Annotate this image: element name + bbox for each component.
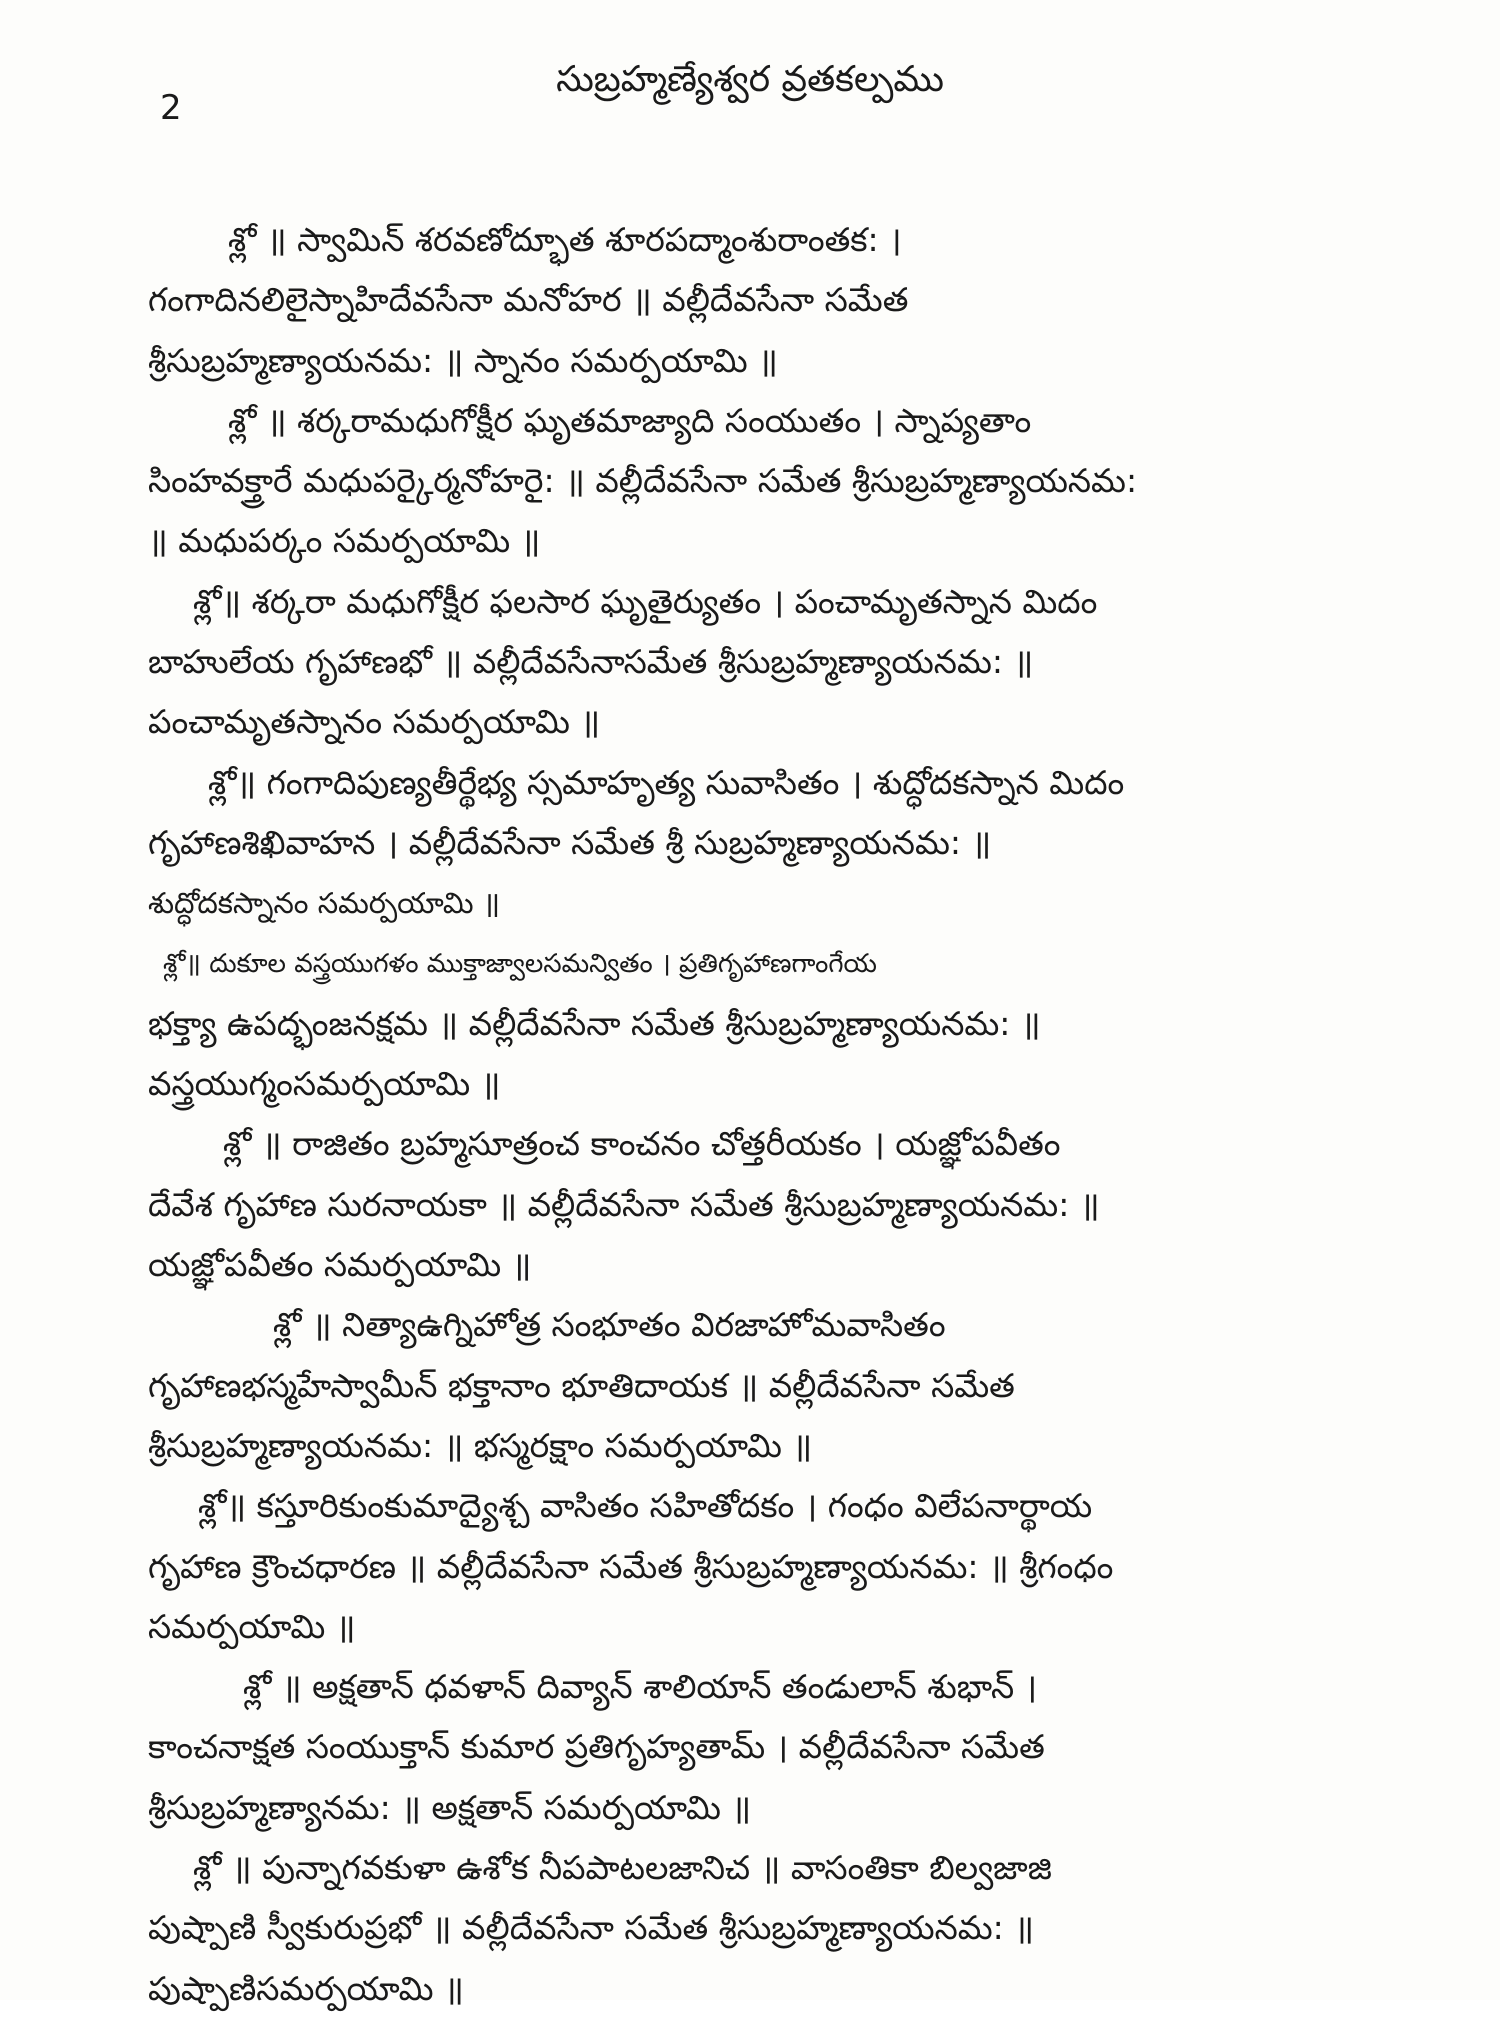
text-line: శ్లో ॥ పున్నాగవకుళా ఉశోక నీపపాటలజానిచ ॥ వాసంతికా బిల్వజాజి: [193, 1848, 1052, 1888]
text-line: శ్రీసుబ్రహ్మణ్యానమ: ॥ అక్షతాన్ సమర్పయామి ॥: [148, 1787, 752, 1827]
text-line: వస్త్రయుగ్మంసమర్పయామి ॥: [148, 1064, 501, 1104]
text-line: శ్లో ॥ స్వామిన్ శరవణోద్భూత శూరపద్మాంశురాంతక: ।: [228, 220, 902, 259]
text-line: గంగాదినలిలైస్నాహిదేవసేనా మనోహర ॥ వల్లీదేవసేనా సమేత: [148, 280, 909, 320]
text-line: శ్లో॥ దుకూల వస్త్రయుగళం ముక్తాజ్వాలసమన్వితం । ప్రతిగృహాణగాంగేయ: [163, 948, 877, 979]
text-line: శ్రీసుబ్రహ్మణ్యాయనమ: ॥ భస్మరక్షాం సమర్పయామి ॥: [148, 1425, 813, 1465]
body-text: [148, 210, 1338, 2019]
text-line: పుష్పాణి స్వీకురుప్రభో ॥ వల్లీదేవసేనా సమేత శ్రీసుబ్రహ్మణ్యాయనమ: ॥: [148, 1908, 1035, 1948]
text-line: బాహులేయ గృహాణభో ॥ వల్లీదేవసేనాసమేత శ్రీసుబ్రహ్మణ్యాయనమ: ॥: [148, 642, 1034, 682]
text-line: పుష్పాణిసమర్పయామి ॥: [148, 1968, 464, 2008]
text-line: సింహవక్త్రారే మధుపర్కైర్మనోహరై: ॥ వల్లీదేవసేనా సమేత శ్రీసుబ్రహ్మణ్యాయనమ:: [148, 461, 1138, 501]
text-line: శ్లో॥ గంగాదిపుణ్యతీర్థేభ్య స్సమాహృత్య సువాసితం । శుద్ధోదకస్నాన మిదం: [208, 762, 1125, 802]
text-line: గృహాణభస్మహేస్వామీన్ భక్తానాం భూతిదాయక ॥ వల్లీదేవసేనా సమేత: [148, 1365, 1015, 1405]
text-line: దేవేశ గృహాణ సురనాయకా ॥ వల్లీదేవసేనా సమేత శ్రీసుబ్రహ్మణ్యాయనమ: ॥: [148, 1184, 1100, 1224]
text-line: శ్లో ॥ నిత్యాఉగ్నిహోత్ర సంభూతం విరజాహోమవాసితం: [273, 1305, 946, 1345]
page-number: 2: [160, 88, 182, 128]
text-line: పంచామృతస్నానం సమర్పయామి ॥: [148, 702, 601, 742]
running-title: సుబ్రహ్మణ్యేశ్వర వ్రతకల్పము: [556, 59, 944, 100]
text-line: కాంచనాక్షత సంయుక్తాన్ కుమార ప్రతిగృహ్యతామ్ । వల్లీదేవసేనా సమేత: [148, 1727, 1045, 1767]
text-line: శ్లో ॥ అక్షతాన్ ధవళాన్ దివ్యాన్ శాలియాన్ తండులాన్ శుభాన్ ।: [243, 1667, 1038, 1707]
text-line: శ్లో ॥ శర్కరామధుగోక్షీర ఘృతమాజ్యాది సంయుతం । స్నాప్యతాం: [228, 400, 1032, 440]
text-line: శుద్ధోదకస్నానం సమర్పయామి ॥: [148, 886, 501, 921]
text-line: భక్త్యా ఉపద్భంజనక్షమ ॥ వల్లీదేవసేనా సమేత శ్రీసుబ్రహ్మణ్యాయనమ: ॥: [148, 1003, 1041, 1043]
text-line: శ్రీసుబ్రహ్మణ్యాయనమ: ॥ స్నానం సమర్పయామి ॥: [148, 340, 778, 380]
text-line: సమర్పయామి ॥: [148, 1606, 356, 1646]
text-line: గృహాణ క్రౌంచధారణ ॥ వల్లీదేవసేనా సమేత శ్రీసుబ్రహ్మణ్యాయనమ: ॥ శ్రీగంధం: [148, 1546, 1114, 1586]
text-line: యజ్ఞోపవీతం సమర్పయామి ॥: [148, 1245, 532, 1285]
text-line: ॥ మధుపర్కం సమర్పయామి ॥: [148, 521, 541, 561]
text-line: గృహాణశిఖివాహన । వల్లీదేవసేనా సమేత శ్రీ సుబ్రహ్మణ్యాయనమ: ॥: [148, 822, 992, 862]
text-line: శ్లో॥ శర్కరా మధుగోక్షీర ఫలసార ఘృతైర్యుతం । పంచామృతస్నాన మిదం: [193, 581, 1098, 621]
text-line: శ్లో॥ కస్తూరికుంకుమాద్యైశ్చ వాసితం సహితోదకం । గంధం విలేపనార్థాయ: [198, 1486, 1093, 1526]
text-line: శ్లో ॥ రాజితం బ్రహ్మసూత్రంచ కాంచనం చోత్తరీయకం । యజ్ఞోపవీతం: [223, 1124, 1061, 1164]
